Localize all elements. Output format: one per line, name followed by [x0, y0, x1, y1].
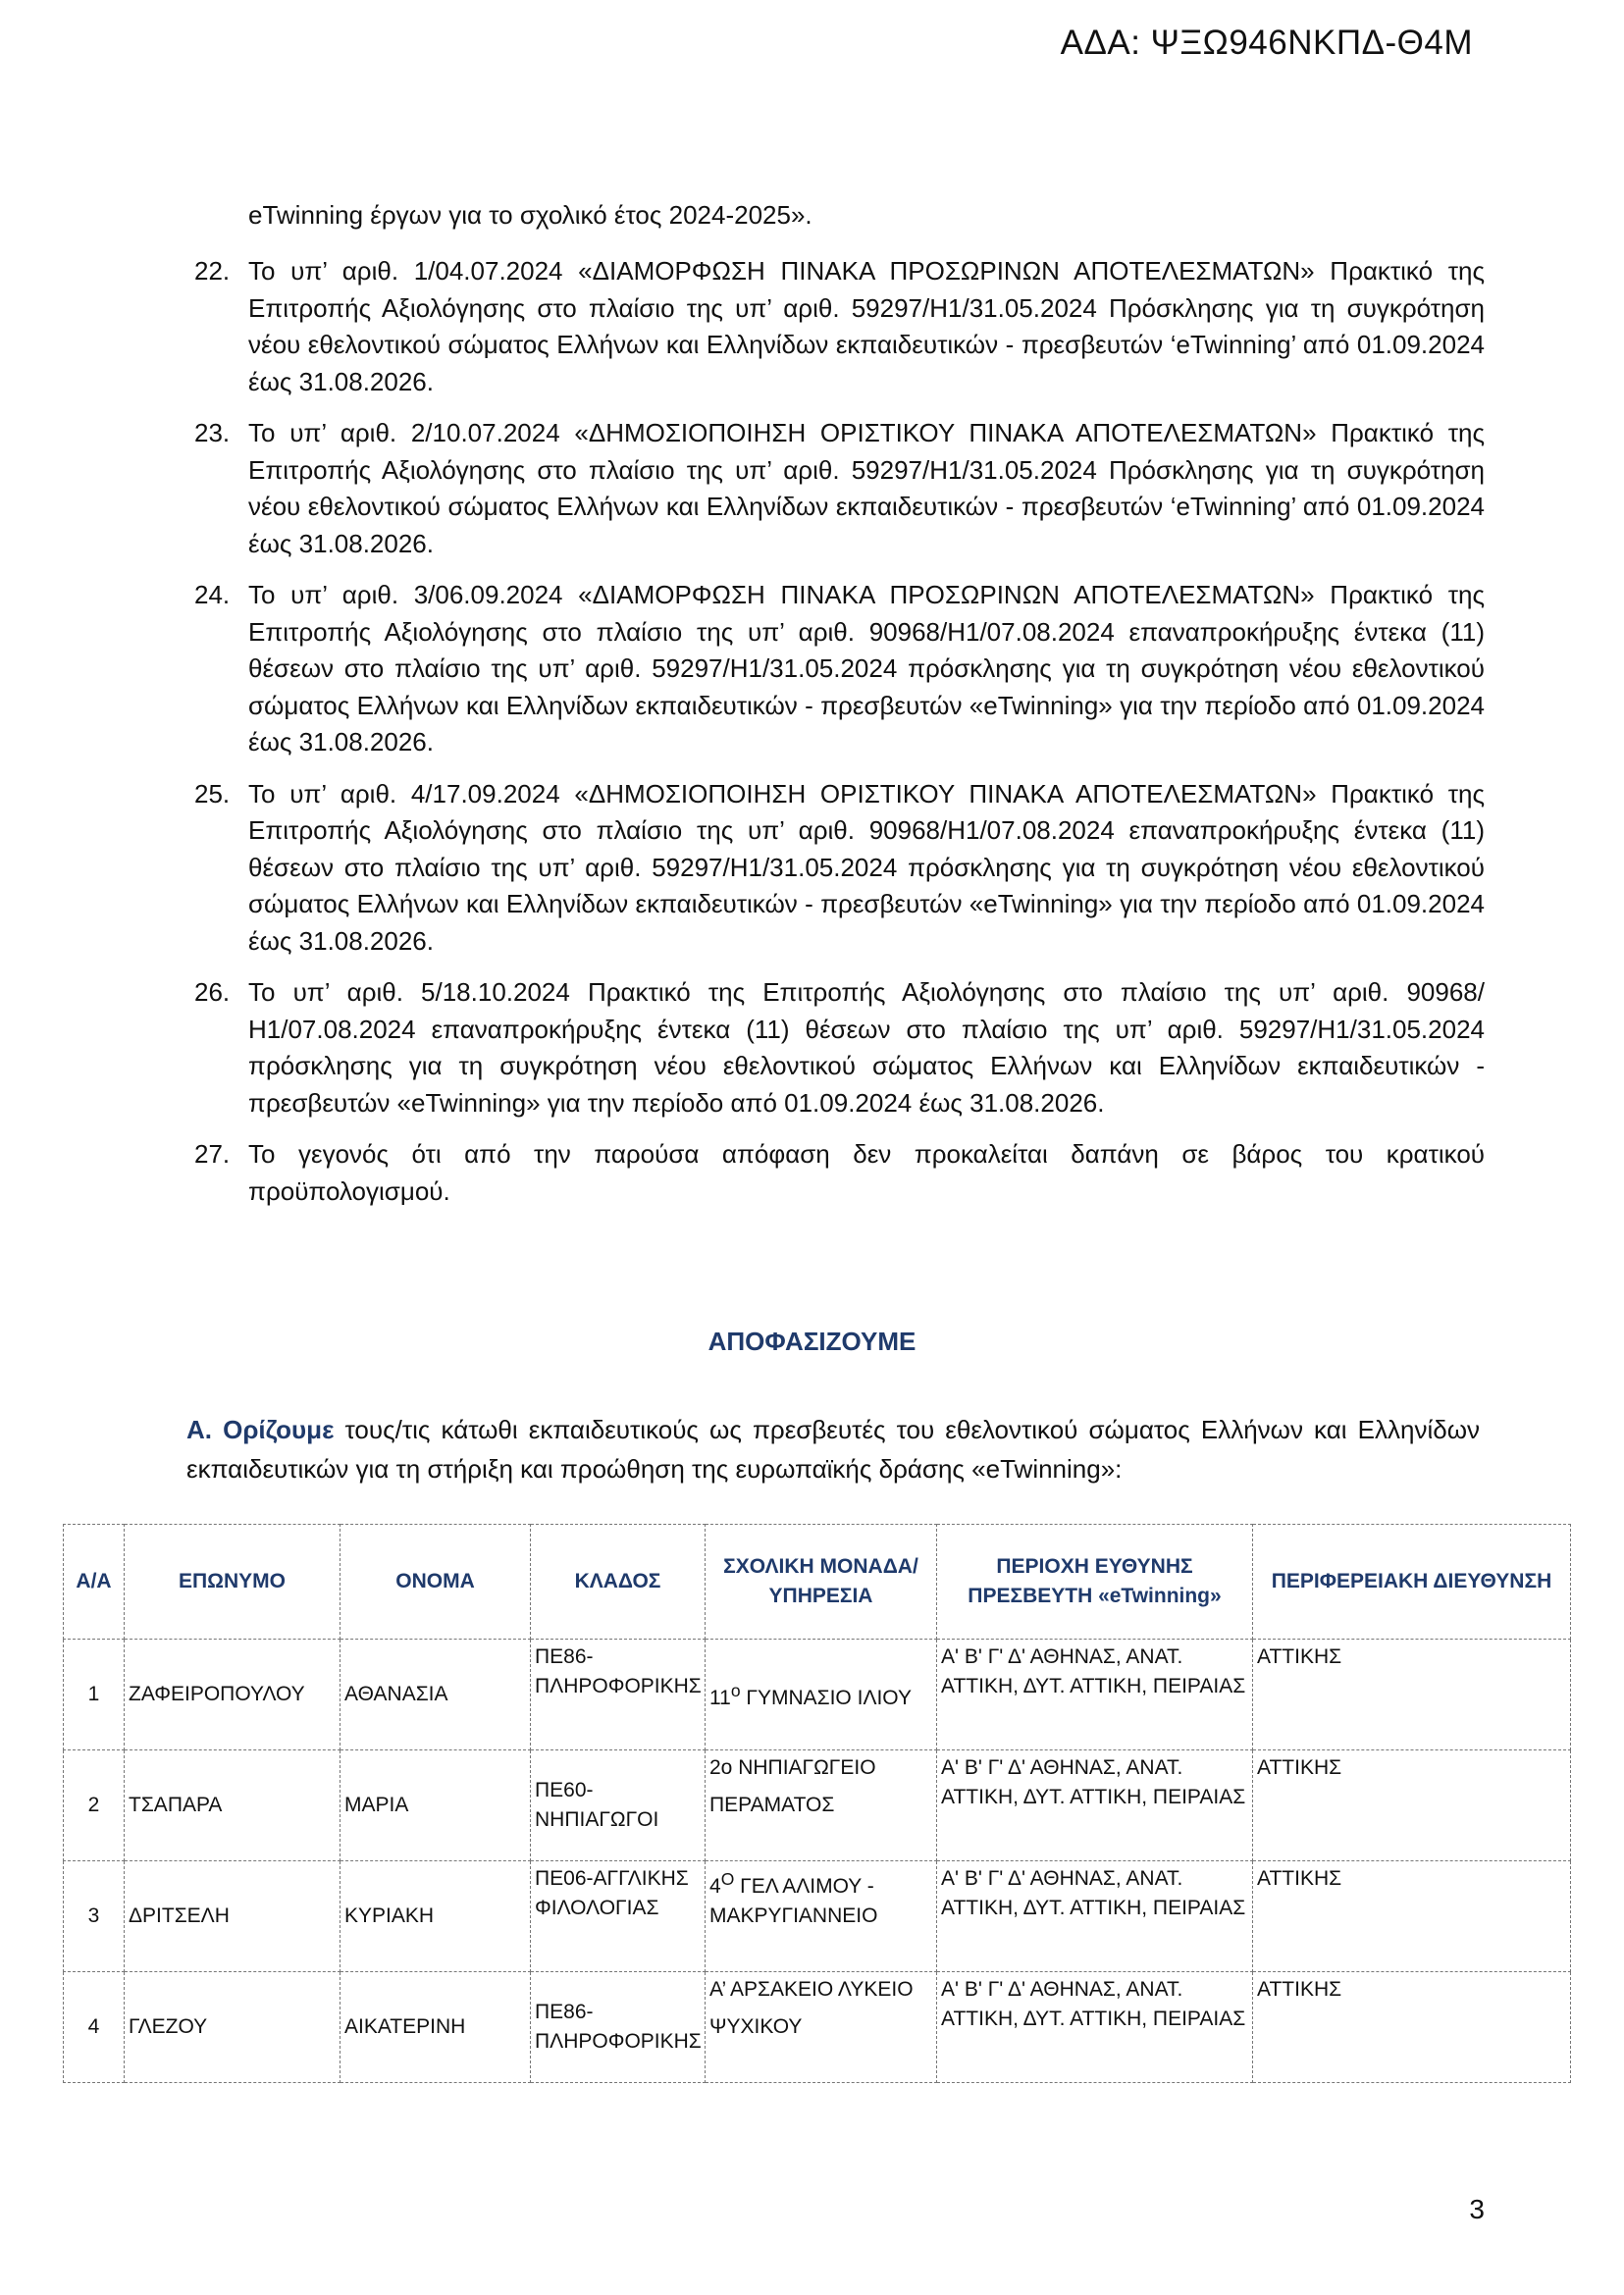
cell-area: Α' Β' Γ' Δ' ΑΘΗΝΑΣ, ΑΝΑΤ. ΑΤΤΙΚΗ, ΔΥΤ. ΑΤΤΙΚΗ, ΠΕΙΡΑΙΑΣ	[937, 1640, 1253, 1750]
list-item	[194, 253, 1485, 400]
item-number: 22.	[194, 256, 231, 286]
cell-school	[706, 1640, 937, 1750]
cell-area: Α' Β' Γ' Δ' ΑΘΗΝΑΣ, ΑΝΑΤ. ΑΤΤΙΚΗ, ΔΥΤ. ΑΤΤΙΚΗ, ΠΕΙΡΑΙΑΣ	[937, 1972, 1253, 2083]
item-text: Το υπ’ αριθ. 4/17.09.2024 «ΔΗΜΟΣΙΟΠΟΙΗΣΗ ΟΡΙΣΤΙΚΟΥ ΠΙΝΑΚΑ ΑΠΟΤΕΛΕΣΜΑΤΩΝ» Πρακτικό της Επιτροπής Αξιολόγησης στο πλαίσιο της υπ’ αριθ. 90968/Η1/07.08.2024 επαναπροκήρυξης έντεκα (11) θέσεων στο πλαίσιο της υπ’ αριθ. 59297/Η1/31.05.2024 πρόσκλησης για τη συγκρότηση νέου εθελοντικού σώματος Ελλήνων και Ελληνίδων εκπαιδευτικών - πρεσβευτών «eTwinning» για την περίοδο από 01.09.2024 έως 31.08.2026.	[248, 778, 1485, 956]
list-item	[194, 415, 1485, 562]
considerations-list	[194, 253, 1485, 1225]
cell-name: ΚΥΡΙΑΚΗ	[341, 1861, 531, 1972]
cell-region: ΑΤΤΙΚΗΣ	[1253, 1750, 1571, 1861]
cell-aa: 2	[64, 1750, 125, 1861]
ada-code: ΑΔΑ: ΨΞΩ946ΝΚΠΔ-Θ4Μ	[1060, 24, 1473, 62]
school-superscript: ο	[730, 1681, 741, 1700]
item-number: 25.	[194, 778, 231, 808]
item-text: Το υπ’ αριθ. 5/18.10.2024 Πρακτικό της Επιτροπής Αξιολόγησης στο πλαίσιο της υπ’ αριθ. 90968/Η1/07.08.2024 επαναπροκήρυξης έντεκα (11) θέσεων στο πλαίσιο της υπ’ αριθ. 59297/Η1/31.05.2024 πρόσκλησης για τη συγκρότηση νέου εθελοντικού σώματος Ελλήνων και Ελληνίδων εκπαιδευτικών - πρεσβευτών «eTwinning» για την περίοδο από 01.09.2024 έως 31.08.2026.	[248, 977, 1485, 1118]
list-item	[194, 577, 1485, 761]
cell-school	[706, 1750, 937, 1861]
item-number: 27.	[194, 1139, 231, 1169]
cell-name: ΑΘΑΝΑΣΙΑ	[341, 1640, 531, 1750]
school-prefix: Α’ ΑΡΣΑΚΕΙΟ ΛΥΚΕΙΟ ΨΥΧΙΚΟΥ	[709, 1978, 914, 2038]
cell-name: ΜΑΡΙΑ	[341, 1750, 531, 1861]
school-rest: ΓΥΜΝΑΣΙΟ ΙΛΙΟΥ	[740, 1687, 912, 1709]
cell-name: ΑΙΚΑΤΕΡΙΝΗ	[341, 1972, 531, 2083]
cell-branch: ΠΕ60-ΝΗΠΙΑΓΩΓΟΙ	[531, 1750, 706, 1861]
school-prefix: 11	[709, 1687, 731, 1709]
page-number: 3	[1469, 2194, 1485, 2224]
cell-school	[706, 1972, 937, 2083]
section-a-lead: Α. Ορίζουμε	[186, 1415, 335, 1444]
item-number: 24.	[194, 580, 231, 609]
cell-aa: 4	[64, 1972, 125, 2083]
header-aa: Α/Α	[64, 1525, 125, 1640]
cell-branch: ΠΕ86-ΠΛΗΡΟΦΟΡΙΚΗΣ	[531, 1972, 706, 2083]
table-row	[64, 1861, 1571, 1972]
school-prefix: 2ο ΝΗΠΙΑΓΩΓΕΙΟ ΠΕΡΑΜΑΤΟΣ	[709, 1756, 876, 1816]
table-row	[64, 1750, 1571, 1861]
intro-line: eTwinning έργων για το σχολικό έτος 2024-2025».	[248, 200, 812, 230]
item-text: Το υπ’ αριθ. 3/06.09.2024 «ΔΙΑΜΟΡΦΩΣΗ ΠΙΝΑΚΑ ΠΡΟΣΩΡΙΝΩΝ ΑΠΟΤΕΛΕΣΜΑΤΩΝ» Πρακτικό της Επιτροπής Αξιολόγησης στο πλαίσιο της υπ’ αριθ. 90968/Η1/07.08.2024 επαναπροκήρυξης έντεκα (11) θέσεων στο πλαίσιο της υπ’ αριθ. 59297/Η1/31.05.2024 πρόσκλησης για τη συγκρότηση νέου εθελοντικού σώματος Ελλήνων και Ελληνίδων εκπαιδευτικών - πρεσβευτών «eTwinning» για την περίοδο από 01.09.2024 έως 31.08.2026.	[248, 580, 1485, 756]
item-number: 26.	[194, 977, 231, 1007]
item-text: Το υπ’ αριθ. 2/10.07.2024 «ΔΗΜΟΣΙΟΠΟΙΗΣΗ ΟΡΙΣΤΙΚΟΥ ΠΙΝΑΚΑ ΑΠΟΤΕΛΕΣΜΑΤΩΝ» Πρακτικό της Επιτροπής Αξιολόγησης στο πλαίσιο της υπ’ αριθ. 59297/Η1/31.05.2024 Πρόσκλησης για τη συγκρότηση νέου εθελοντικού σώματος Ελλήνων και Ελληνίδων εκπαιδευτικών - πρεσβευτών ‘eTwinning’ από 01.09.2024 έως 31.08.2026.	[248, 418, 1485, 558]
cell-surname: ΤΣΑΠΑΡΑ	[125, 1750, 341, 1861]
cell-branch: ΠΕ86-ΠΛΗΡΟΦΟΡΙΚΗΣ	[531, 1640, 706, 1750]
list-item	[194, 1136, 1485, 1210]
cell-region: ΑΤΤΙΚΗΣ	[1253, 1972, 1571, 2083]
list-item	[194, 776, 1485, 961]
cell-region: ΑΤΤΙΚΗΣ	[1253, 1640, 1571, 1750]
cell-branch: ΠΕ06-ΑΓΓΛΙΚΗΣ ΦΙΛΟΛΟΓΙΑΣ	[531, 1861, 706, 1972]
cell-area: Α' Β' Γ' Δ' ΑΘΗΝΑΣ, ΑΝΑΤ. ΑΤΤΙΚΗ, ΔΥΤ. ΑΤΤΙΚΗ, ΠΕΙΡΑΙΑΣ	[937, 1750, 1253, 1861]
cell-aa: 1	[64, 1640, 125, 1750]
cell-region: ΑΤΤΙΚΗΣ	[1253, 1861, 1571, 1972]
cell-surname: ΓΛΕΖΟΥ	[125, 1972, 341, 2083]
cell-surname: ΖΑΦΕΙΡΟΠΟΥΛΟΥ	[125, 1640, 341, 1750]
cell-surname: ΔΡΙΤΣΕΛΗ	[125, 1861, 341, 1972]
cell-area: Α' Β' Γ' Δ' ΑΘΗΝΑΣ, ΑΝΑΤ. ΑΤΤΙΚΗ, ΔΥΤ. ΑΤΤΙΚΗ, ΠΕΙΡΑΙΑΣ	[937, 1861, 1253, 1972]
section-a-paragraph	[186, 1410, 1480, 1488]
header-branch: ΚΛΑΔΟΣ	[531, 1525, 706, 1640]
header-name: ΟΝΟΜΑ	[341, 1525, 531, 1640]
table-row	[64, 1640, 1571, 1750]
ambassadors-table	[63, 1524, 1571, 2083]
table-header-row	[64, 1525, 1571, 1640]
school-rest: ΓΕΛ ΑΛΙΜΟΥ - ΜΑΚΡΥΓΙΑΝΝΕΙΟ	[709, 1875, 878, 1927]
list-item	[194, 974, 1485, 1121]
item-number: 23.	[194, 418, 231, 447]
cell-school	[706, 1861, 937, 1972]
header-area: ΠΕΡΙΟΧΗ ΕΥΘΥΝΗΣ ΠΡΕΣΒΕΥΤΗ «eTwinning»	[937, 1525, 1253, 1640]
section-a-text: τους/τις κάτωθι εκπαιδευτικούς ως πρεσβευτές του εθελοντικού σώματος Ελλήνων και Ελληνίδων εκπαιδευτικών για τη στήριξη και προώθηση της ευρωπαϊκής δράσης «eTwinning»:	[186, 1415, 1480, 1484]
item-text: Το γεγονός ότι από την παρούσα απόφαση δεν προκαλείται δαπάνη σε βάρος του κρατικού προϋπολογισμού.	[248, 1139, 1485, 1206]
header-school: ΣΧΟΛΙΚΗ ΜΟΝΑΔΑ/ ΥΠΗΡΕΣΙΑ	[706, 1525, 937, 1640]
header-surname: ΕΠΩΝΥΜΟ	[125, 1525, 341, 1640]
table-row	[64, 1972, 1571, 2083]
decision-heading: ΑΠΟΦΑΣΙΖΟΥΜΕ	[707, 1327, 917, 1356]
item-text: Το υπ’ αριθ. 1/04.07.2024 «ΔΙΑΜΟΡΦΩΣΗ ΠΙΝΑΚΑ ΠΡΟΣΩΡΙΝΩΝ ΑΠΟΤΕΛΕΣΜΑΤΩΝ» Πρακτικό της Επιτροπής Αξιολόγησης στο πλαίσιο της υπ’ αριθ. 59297/Η1/31.05.2024 Πρόσκλησης για τη συγκρότηση νέου εθελοντικού σώματος Ελλήνων και Ελληνίδων εκπαιδευτικών - πρεσβευτών ‘eTwinning’ από 01.09.2024 έως 31.08.2026.	[248, 256, 1485, 396]
header-region: ΠΕΡΙΦΕΡΕΙΑΚΗ ΔΙΕΥΘΥΝΣΗ	[1253, 1525, 1571, 1640]
school-superscript: Ο	[720, 1869, 735, 1889]
school-prefix: 4	[709, 1875, 721, 1898]
cell-aa: 3	[64, 1861, 125, 1972]
